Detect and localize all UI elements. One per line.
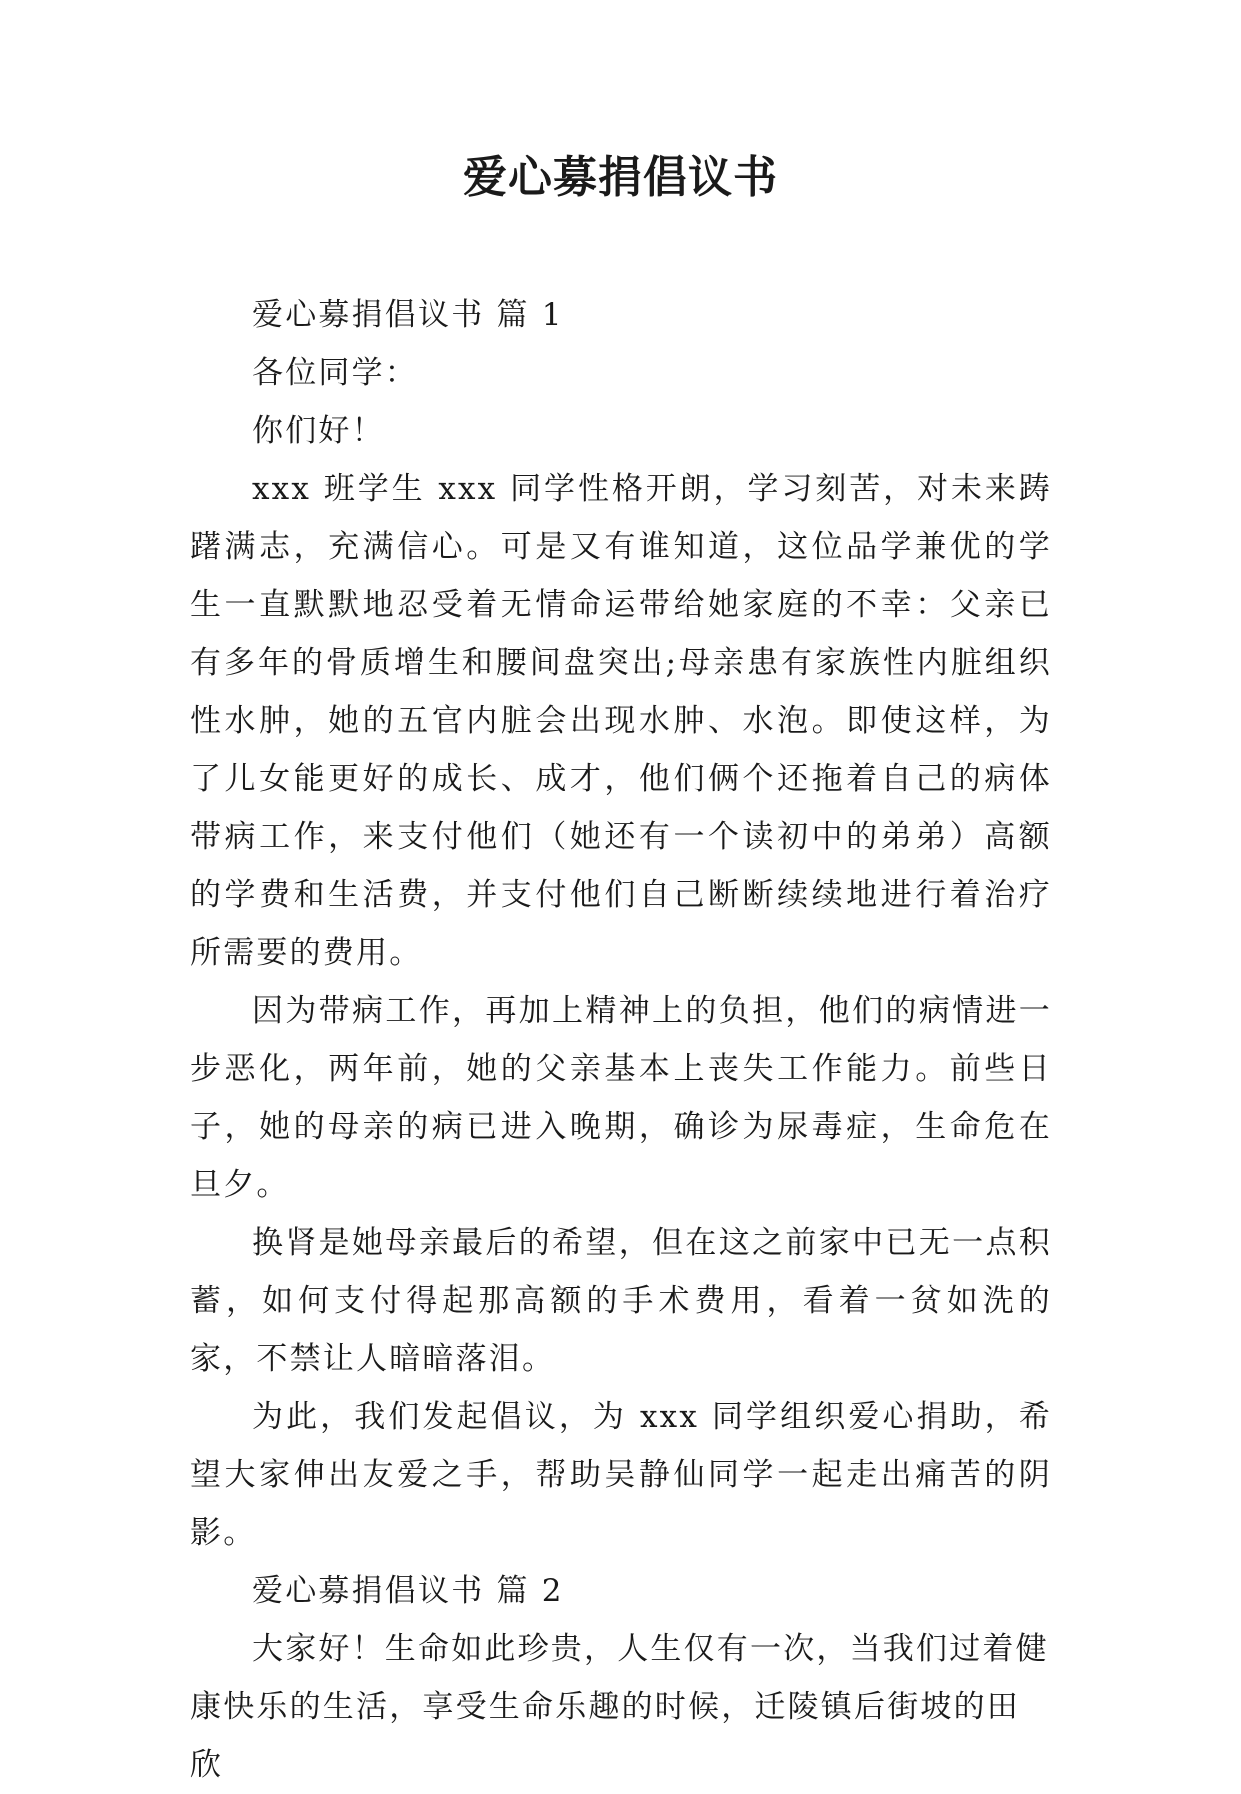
section-heading-1: 爱心募捐倡议书 篇 1 [252,297,564,333]
paragraph-illness: 因为带病工作，再加上精神上的负担，他们的病情进一步恶化，两年前，她的父亲基本上丧失工作能力。前些日子，她的母亲的病已进入晚期，确诊为尿毒症，生命危在旦夕。 [190,993,1052,1203]
section-heading-2: 爱心募捐倡议书 篇 2 [252,1573,564,1609]
document-title: 爱心募捐倡议书 [463,152,778,203]
greeting: 你们好！ [252,413,385,449]
paragraph-story: xxx 班学生 xxx 同学性格开朗，学习刻苦，对未来踌躇满志，充满信心。可是又有谁知道，这位品学兼优的学生一直默默地忍受着无情命运带给她家庭的不幸：父亲已有多年的骨质增生和腰间盘突出;母亲患有家族性内脏组织性水肿，她的五官内脏会出现水肿、水泡。即使这样，为了儿女能更好的成长、成才，他们俩个还拖着自己的病体带病工作，来支付他们（她还有一个读初中的弟弟）高额的学费和生活费，并支付他们自己断断续续地进行着治疗所需要的费用。 [190,471,1052,971]
paragraph-intro-2: 大家好！生命如此珍贵，人生仅有一次，当我们过着健康快乐的生活，享受生命乐趣的时候，迁陵镇后街坡的田欣 [190,1631,1049,1783]
paragraph-appeal: 为此，我们发起倡议，为 xxx 同学组织爱心捐助，希望大家伸出友爱之手，帮助吴静仙同学一起走出痛苦的阴影。 [190,1399,1052,1551]
paragraph-hope: 换肾是她母亲最后的希望，但在这之前家中已无一点积蓄，如何支付得起那高额的手术费用，看着一贫如洗的家，不禁让人暗暗落泪。 [190,1225,1052,1377]
document-body [190,286,1052,1794]
salutation: 各位同学： [252,355,418,391]
